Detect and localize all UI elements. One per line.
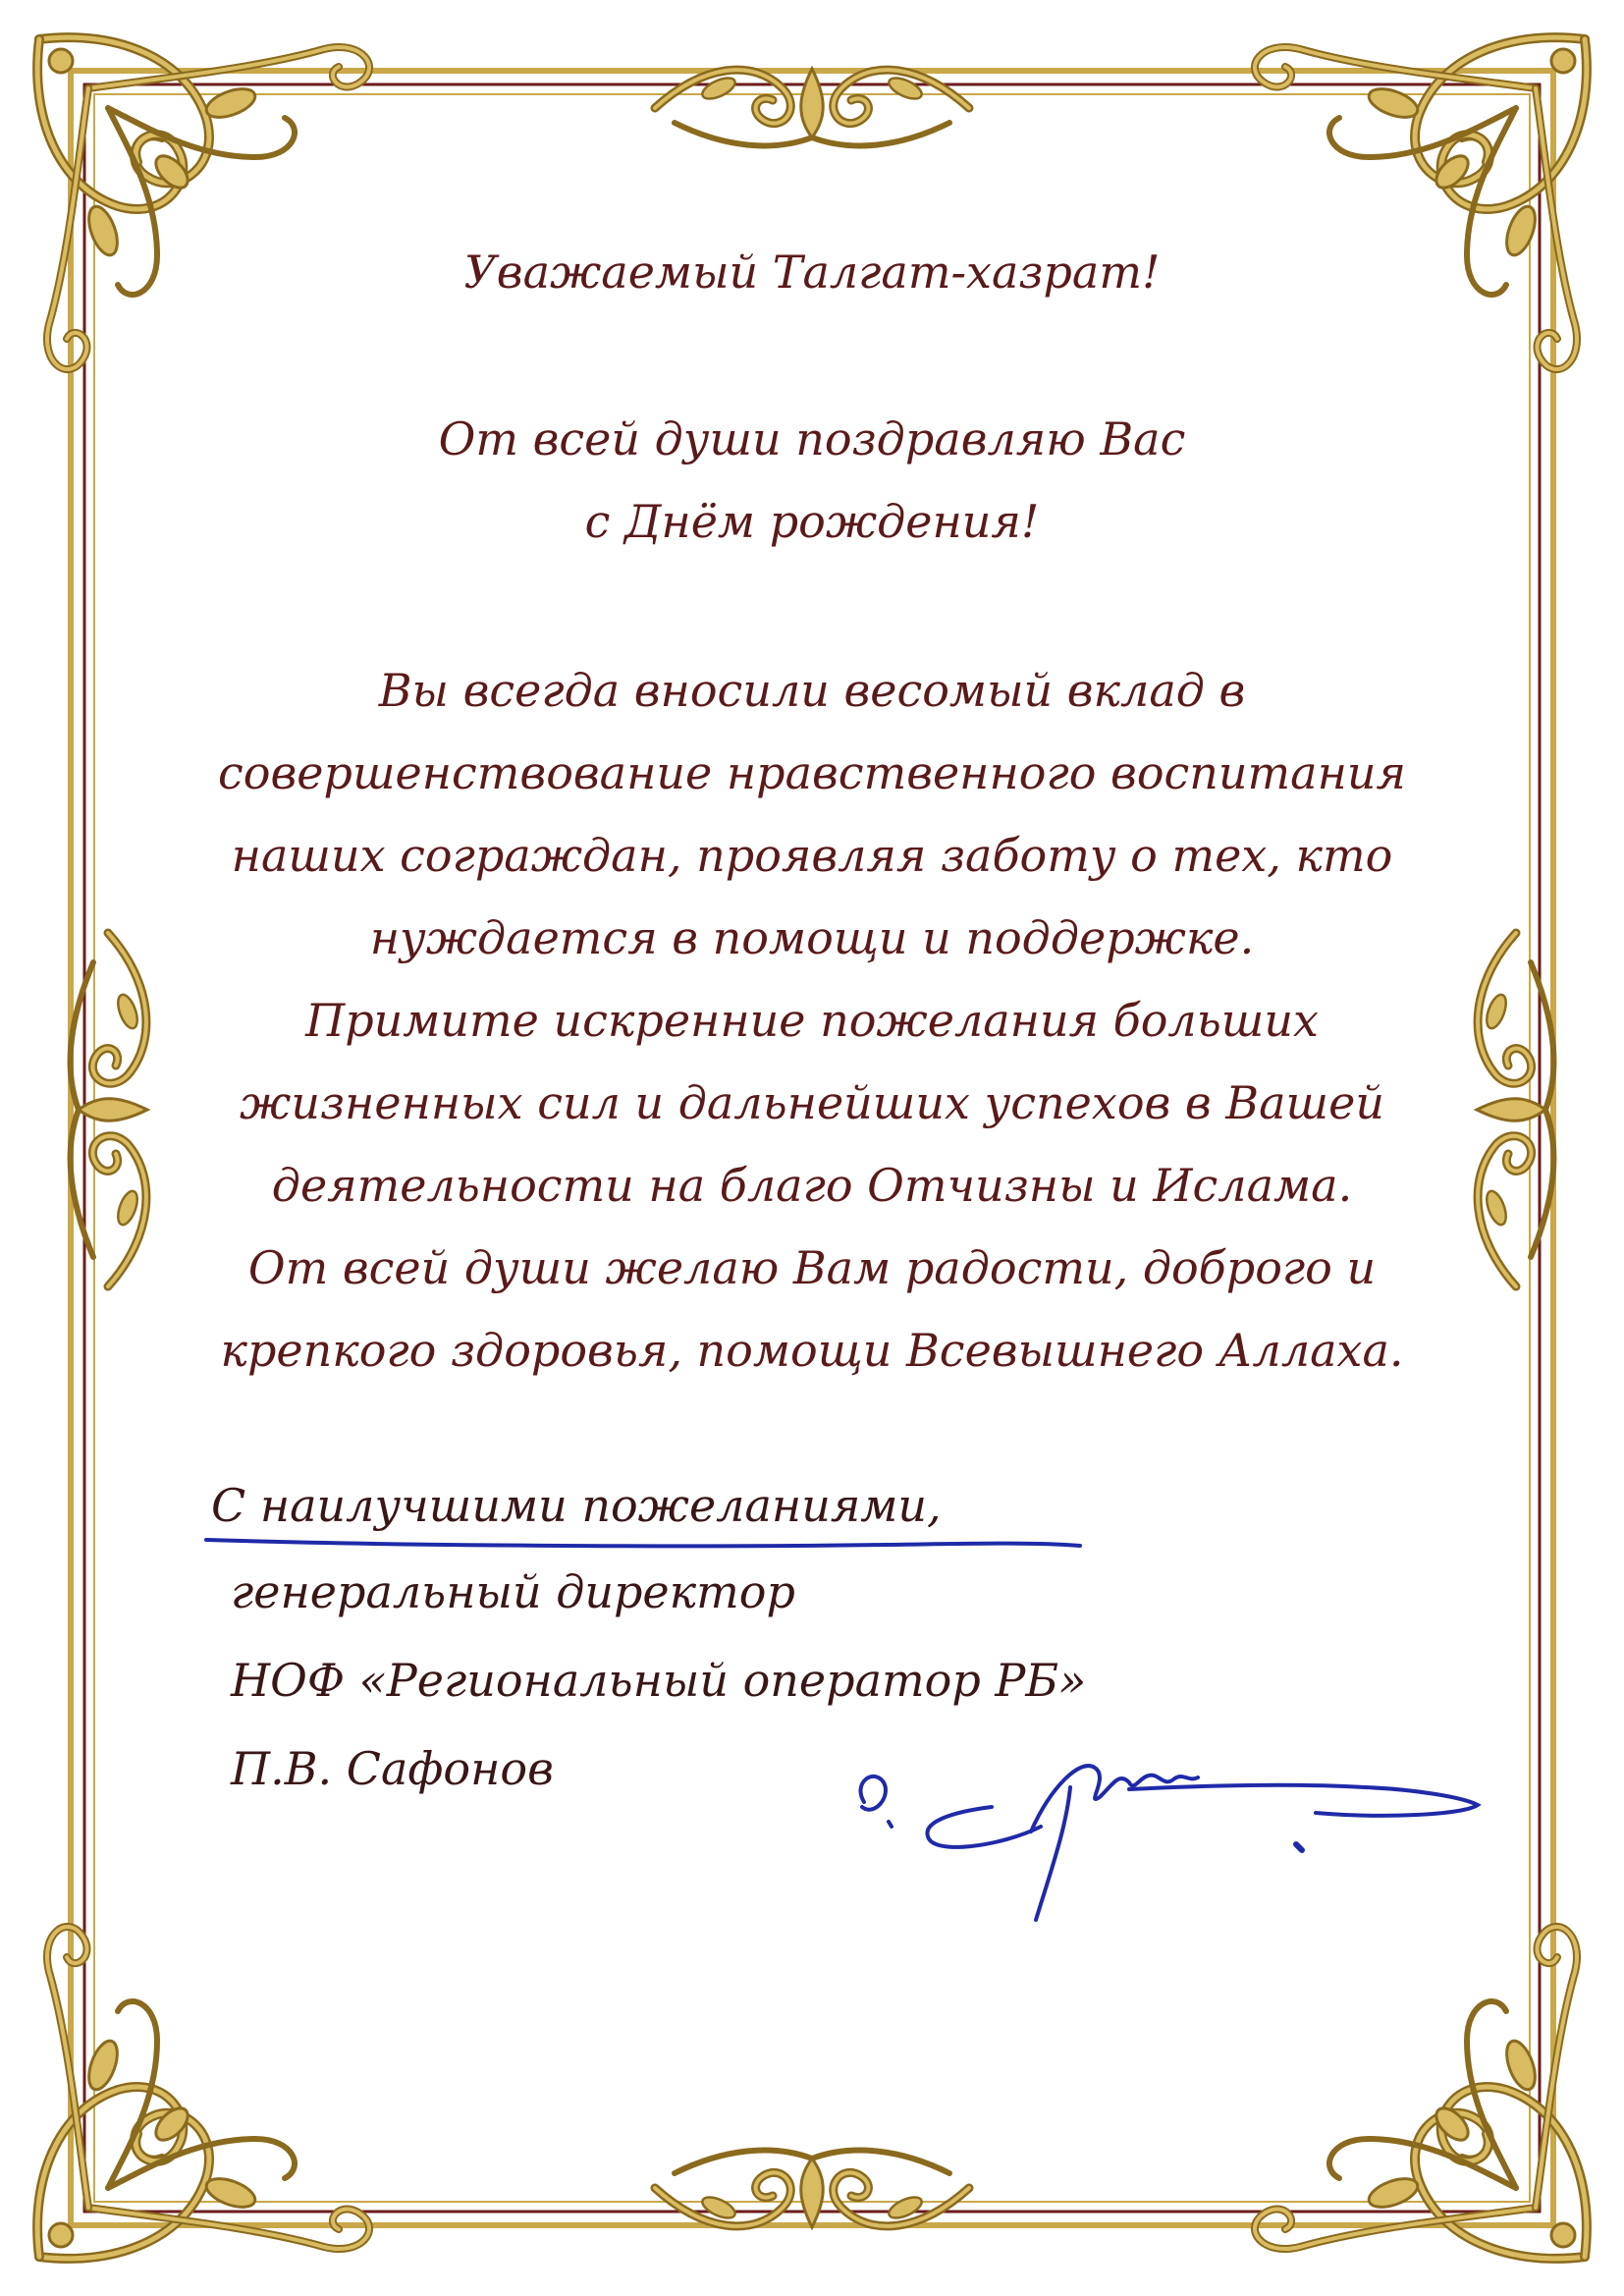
handwritten-signature <box>835 1728 1502 1935</box>
body-line: жизненных сил и дальнейших успехов в Вашей <box>240 1076 1384 1129</box>
body-line: совершенствование нравственного воспитания <box>218 746 1406 799</box>
body-line: Примите искренние пожелания больших <box>305 994 1319 1047</box>
body-line: крепкого здоровья, помощи Всевышнего Аллаха. <box>220 1324 1404 1377</box>
signer-name: П.В. Сафонов <box>231 1742 554 1795</box>
corner-ornament-top-right <box>1255 37 1587 369</box>
closing-wishes: С наилучшими пожеланиями, <box>211 1479 942 1532</box>
body-line: наших сограждан, проявляя заботу о тех, кто <box>231 829 1393 882</box>
bottom-center-ornament <box>655 2151 969 2227</box>
ink-underline <box>196 1512 1100 1571</box>
signer-organization: НОФ «Региональный оператор РБ» <box>231 1654 1087 1707</box>
corner-ornament-bottom-right <box>1255 1927 1587 2259</box>
greeting-line: От всей души поздравляю Вас <box>438 412 1186 465</box>
corner-ornament-top-left <box>37 37 369 369</box>
signer-position: генеральный директор <box>231 1565 795 1618</box>
top-center-ornament <box>655 69 969 145</box>
body-line: деятельности на благо Отчизны и Ислама. <box>271 1159 1353 1212</box>
corner-ornament-bottom-left <box>37 1927 369 2259</box>
salutation: Уважаемый Талгат-хазрат! <box>463 246 1161 299</box>
body-line: От всей души желаю Вам радости, доброго и <box>247 1241 1377 1294</box>
greeting-line: с Днём рождения! <box>584 495 1040 548</box>
body-line: Вы всегда вносили весомый вклад в <box>378 664 1246 717</box>
body-line: нуждается в помощи и поддержке. <box>369 911 1255 964</box>
